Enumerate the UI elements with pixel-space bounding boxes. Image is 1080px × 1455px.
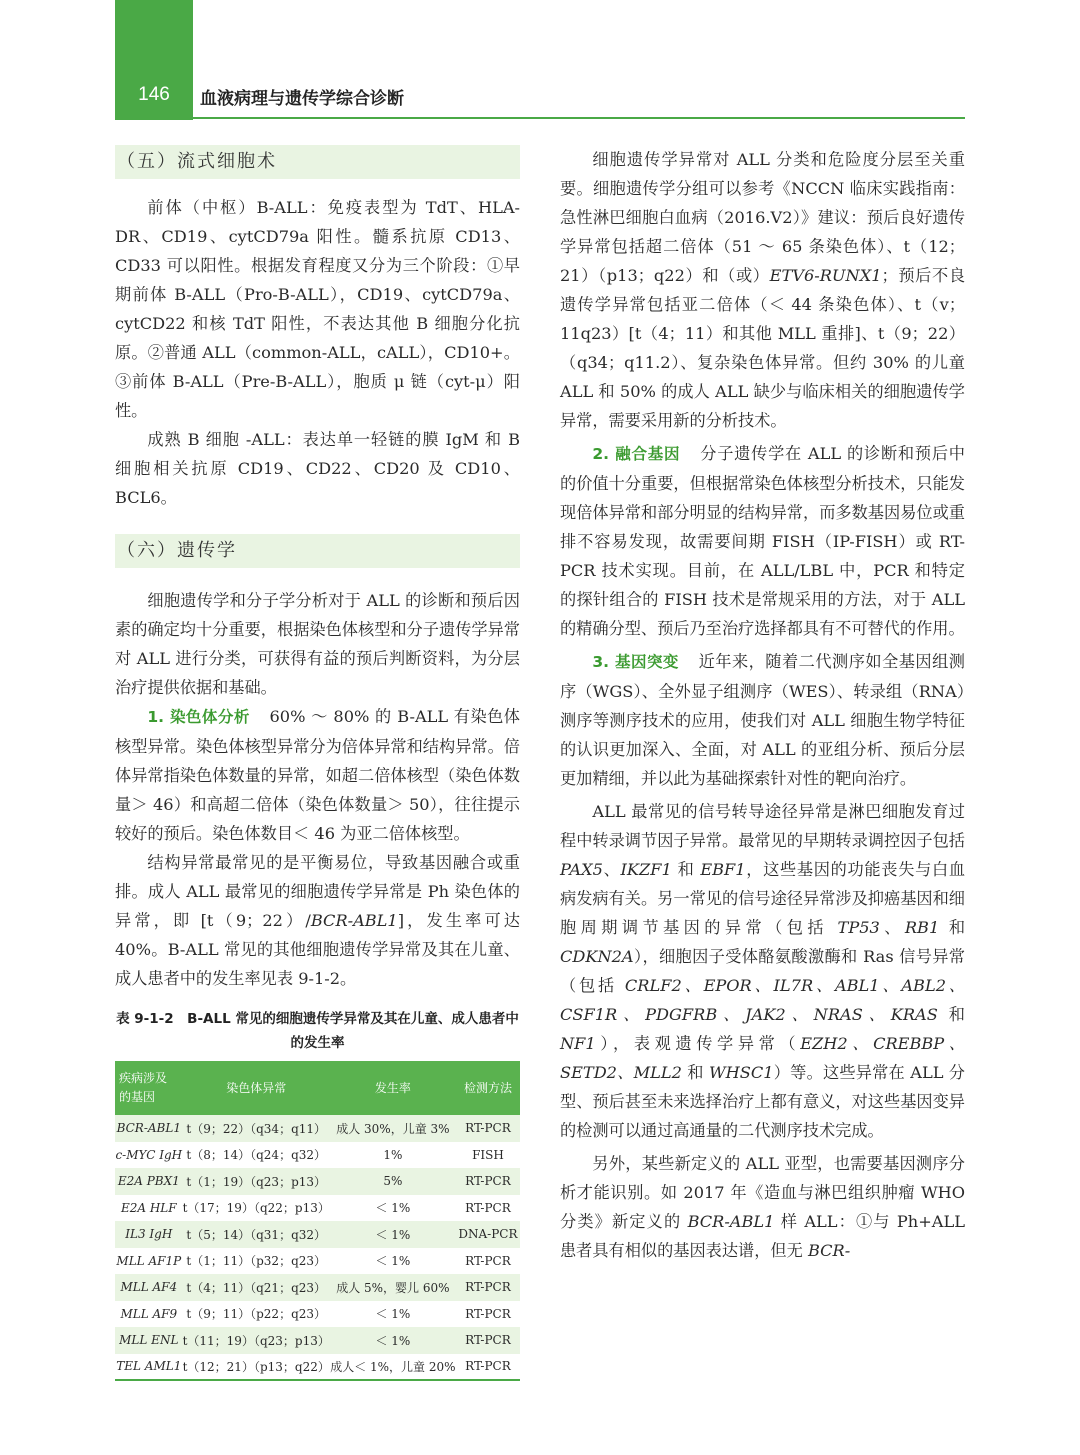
left-column [115, 145, 520, 1381]
table-cell: E2A PBX1 [117, 1174, 180, 1189]
table-row [115, 1327, 520, 1354]
paragraph-text: ]，发生率可达 40%。B-ALL 常见的其他细胞遗传学异常及其在儿童、成人患者中的发生率见表 9-1-2。 [115, 911, 520, 988]
subheading-gene-mutation: 3. 基因突变 [592, 653, 679, 671]
paragraph [560, 647, 965, 793]
table-header: 染色体异常 [226, 1080, 287, 1095]
table-cell: RT-PCR [465, 1200, 511, 1215]
table-caption: 表 9-1-2 B-ALL 常见的细胞遗传学异常及其在儿童、成人患者中的发生率 [116, 1011, 519, 1051]
table-cell: MLL ENL [119, 1333, 179, 1348]
table-cell: 5% [383, 1174, 403, 1189]
paragraph-text: 样 ALL：①与 Ph+ALL 患者具有相似的基因表达谱，但无 [560, 1212, 965, 1260]
book-title: 血液病理与遗传学综合诊断 [200, 89, 404, 109]
paragraph-text: 、 [879, 918, 905, 937]
gene-name: WHSC1 [709, 1063, 774, 1082]
paragraph [560, 1149, 965, 1265]
paragraph-text: ；预后不良遗传学异常包括亚二倍体（＜ 44 条染色体）、t（v；11q23）[t（4；11）和其他 MLL 重排]、t（9；22）（q34；q11.2）、复杂染色体异常。但约 30% 的儿童 ALL 和 50% 的成人 ALL 缺少与临床相关的细胞遗传学异常，需要采用新的分析技术。 [560, 266, 966, 430]
paragraph: 前体（中枢）B-ALL：免疫表型为 TdT、HLA-DR、CD19、cytCD79a 阳性。髓系抗原 CD13、CD33 可以阳性。根据发育程度又分为三个阶段：①早期前体 B-ALL（Pro-B-ALL），CD19、cytCD79a、cytCD22 和核 TdT 阳性，不表达其他 B 细胞分化抗原。②普通 ALL（common-ALL，cALL），CD10+。③前体 B-ALL（Pre-B-ALL），胞质 μ 链（cyt-μ）阳性。 [115, 198, 520, 420]
table-row [115, 1221, 520, 1248]
paragraph-text: 、 [602, 860, 621, 879]
table-cell: ＜ 1% [375, 1201, 411, 1216]
paragraph [115, 848, 520, 993]
table-cell: E2A HLF [120, 1200, 177, 1215]
paragraph-text: 和 [681, 1063, 710, 1082]
paragraph: 细胞遗传学和分子学分析对于 ALL 的诊断和预后因素的确定均十分重要，根据染色体核型和分子遗传学异常对 ALL 进行分类，可获得有益的预后判断资料，为分层治疗提供依据和基础。 [115, 591, 520, 697]
gene-name: BCR-ABL1 [310, 911, 398, 930]
paragraph-text: 和 [937, 1005, 965, 1024]
paragraph-text: 和 [939, 918, 966, 937]
table-cell: c-MYC IgH [115, 1147, 183, 1162]
paragraph [560, 797, 965, 1145]
table-cell: RT-PCR [465, 1333, 511, 1348]
paragraph-text: ）等。这些异常在 ALL 分型、预后甚至未来选择治疗上都有意义，对这些基因变异的检测可以通过高通量的二代测序技术完成。 [560, 1063, 965, 1140]
table-row [115, 1301, 520, 1328]
paragraph-text: ，这些基因的功能丧失与白血病发病有关。另一常见的信号途径异常涉及抑癌基因和细胞周期调节基因的异常（包括 [560, 860, 966, 937]
gene-name: NF1 [560, 1034, 596, 1053]
table-cell: MLL AF9 [120, 1306, 178, 1321]
table-header: 检测方法 [463, 1080, 512, 1095]
paragraph-text: 分子遗传学在 ALL 的诊断和预后中的价值十分重要，但根据常染色体核型分析技术，只能发现倍体异常和部分明显的结构异常，而多数基因易位或重排不容易发现，故需要间期 FISH（IP-FISH）或 RT-PCR 技术实现。目前，在 ALL/LBL 中，PCR 和特定的探针组合的 FISH 技术是常规采用的方法，对于 ALL 的精确分型、预后乃至治疗选择都具有不可替代的作用。 [560, 444, 965, 638]
subheading-karyotype: 1. 染色体分析 [147, 708, 250, 726]
table-header-row [115, 1061, 520, 1115]
paragraph-text: 细胞遗传学异常对 ALL 分类和危险度分层至关重要。细胞遗传学分组可以参考《NCCN 临床实践指南：急性淋巴细胞白血病（2016.V2）》建议：预后良好遗传学异常包括超二倍体（51 ～ 65 条染色体）、t（12；21）（p13；q22）和（或） [560, 150, 965, 285]
table-cell: RT-PCR [465, 1253, 511, 1268]
table-header: 疾病涉及的基因 [119, 1071, 168, 1104]
paragraph [560, 145, 965, 435]
table-cell: 1% [383, 1147, 403, 1162]
gene-name: RB1 [904, 918, 940, 937]
table-cell: 成人 5%，婴儿 60% [336, 1280, 450, 1295]
gene-name: TP53 [837, 918, 880, 937]
paragraph-text: 近年来，随着二代测序如全基因组测序（WGS）、全外显子组测序（WES）、转录组（RNA）测序等测序技术的应用，使我们对 ALL 细胞生物学特征的认识更加深入、全面，对 ALL 的亚组分析、预后分层更加精细，并以此为基础探索针对性的靶向治疗。 [560, 652, 965, 788]
page-number: 146 [138, 84, 170, 105]
table-cell: FISH [472, 1147, 504, 1162]
table-header: 发生率 [374, 1080, 411, 1095]
table-cell: 成人 30%，儿童 3% [336, 1121, 450, 1136]
table-cell: RT-PCR [465, 1359, 511, 1374]
paragraph-text: 和 [671, 860, 701, 879]
table-row [115, 1115, 520, 1142]
table-row [115, 1168, 520, 1195]
gene-name: CDKN2A [560, 947, 634, 966]
section-heading-genetics: （六）遗传学 [115, 534, 520, 568]
gene-name: PAX5 [560, 860, 603, 879]
paragraph [560, 439, 965, 643]
table-cell: t（1；11）（p32；q23） [186, 1254, 327, 1269]
table-row [115, 1142, 520, 1169]
table-cell: DNA-PCR [458, 1227, 518, 1242]
table-cell: ＜ 1% [375, 1254, 411, 1269]
table-cell: BCR-ABL1 [116, 1121, 181, 1136]
table-cell: RT-PCR [465, 1280, 511, 1295]
table-cell: RT-PCR [465, 1174, 511, 1189]
section-heading-flow-cytometry: （五）流式细胞术 [115, 145, 520, 179]
table-cell: TEL AML1 [116, 1359, 182, 1374]
gene-name: EZH2、CREBBP、SETD2、MLL2 [560, 1034, 965, 1082]
paragraph-text: ALL 最常见的信号转导途径异常是淋巴细胞发育过程中转录调节因子异常。最常见的早期转录调控因子包括 [560, 802, 965, 850]
paragraph-text: 另外，某些新定义的 ALL 亚型，也需要基因测序分析才能识别。如 2017 年《造血与淋巴组织肿瘤 WHO 分类》新定义的 [560, 1154, 965, 1231]
table-row [115, 1274, 520, 1301]
table-cell: t（5；14）（q31；q32） [186, 1227, 327, 1242]
table-cell: t（17；19）（q22；p13） [182, 1201, 330, 1216]
subheading-fusion-gene: 2. 融合基因 [592, 445, 681, 463]
table-row [115, 1248, 520, 1275]
table-row [115, 1354, 520, 1381]
table-cell: IL3 IgH [125, 1227, 173, 1242]
paragraph: 成熟 B 细胞 -ALL：表达单一轻链的膜 IgM 和 B 细胞相关抗原 CD19、CD22、CD20 及 CD10、BCL6。 [115, 430, 520, 507]
table-cell: ＜ 1% [375, 1307, 411, 1322]
table-cell: t（1；19）（q23；p13） [186, 1174, 327, 1189]
gene-name: BCR-ABL1 [687, 1212, 775, 1231]
paragraph-text: ），细胞因子受体酪氨酸激酶和 Ras 信号异常（包括 [560, 947, 965, 995]
table-cell: t（11；19）（q23；p13） [182, 1333, 330, 1348]
table-cell: 成人＜ 1%，儿童 20% [330, 1359, 456, 1374]
table-cell: MLL AF1P [116, 1253, 182, 1268]
paragraph-text: ），表观遗传学异常（ [595, 1034, 801, 1053]
paragraph-text: 60% ～ 80% 的 B-ALL 有染色体核型异常。染色体核型异常分为倍体异常和结构异常。倍体异常指染色体数量的异常，如超二倍体核型（染色体数量＞ 46）和高超二倍体（染色体数量＞ 50），往往提示较好的预后。染色体数目＜ 46 为亚二倍体核型。 [115, 707, 520, 843]
paragraph [115, 702, 520, 848]
table-cell: t（9；22）（q34；q11） [186, 1121, 327, 1136]
gene-name: CRLF2、EPOR、IL7R、ABL1、ABL2、CSF1R、PDGFRB、JAK2、NRAS、KRAS [560, 976, 965, 1024]
table-cell: t（8；14）（q24；q32） [186, 1148, 327, 1163]
header-rule [115, 117, 965, 119]
table-cell: RT-PCR [465, 1121, 511, 1136]
gene-name: EBF1 [700, 860, 746, 879]
table-cell: t（9；11）（p22；q23） [186, 1307, 327, 1322]
paragraph-text: 结构异常最常见的是平衡易位，导致基因融合或重排。成人 ALL 最常见的细胞遗传学异常是 Ph 染色体的异常，即 [t（9；22）/ [115, 853, 520, 930]
gene-name: ETV6-RUNX1 [769, 266, 882, 285]
table-cell: t（12；21）（p13；q22） [182, 1359, 330, 1374]
table-row [115, 1195, 520, 1222]
table-cell: t（4；11）（q21；q23） [186, 1280, 327, 1295]
right-column [560, 145, 965, 1265]
gene-name: BCR- [807, 1241, 851, 1260]
cytogenetic-table [115, 1061, 520, 1381]
table-cell: RT-PCR [465, 1306, 511, 1321]
table-cell: ＜ 1% [375, 1333, 411, 1348]
table-cell: ＜ 1% [375, 1227, 411, 1242]
table-cell: MLL AF4 [120, 1280, 178, 1295]
gene-name: IKZF1 [620, 860, 672, 879]
